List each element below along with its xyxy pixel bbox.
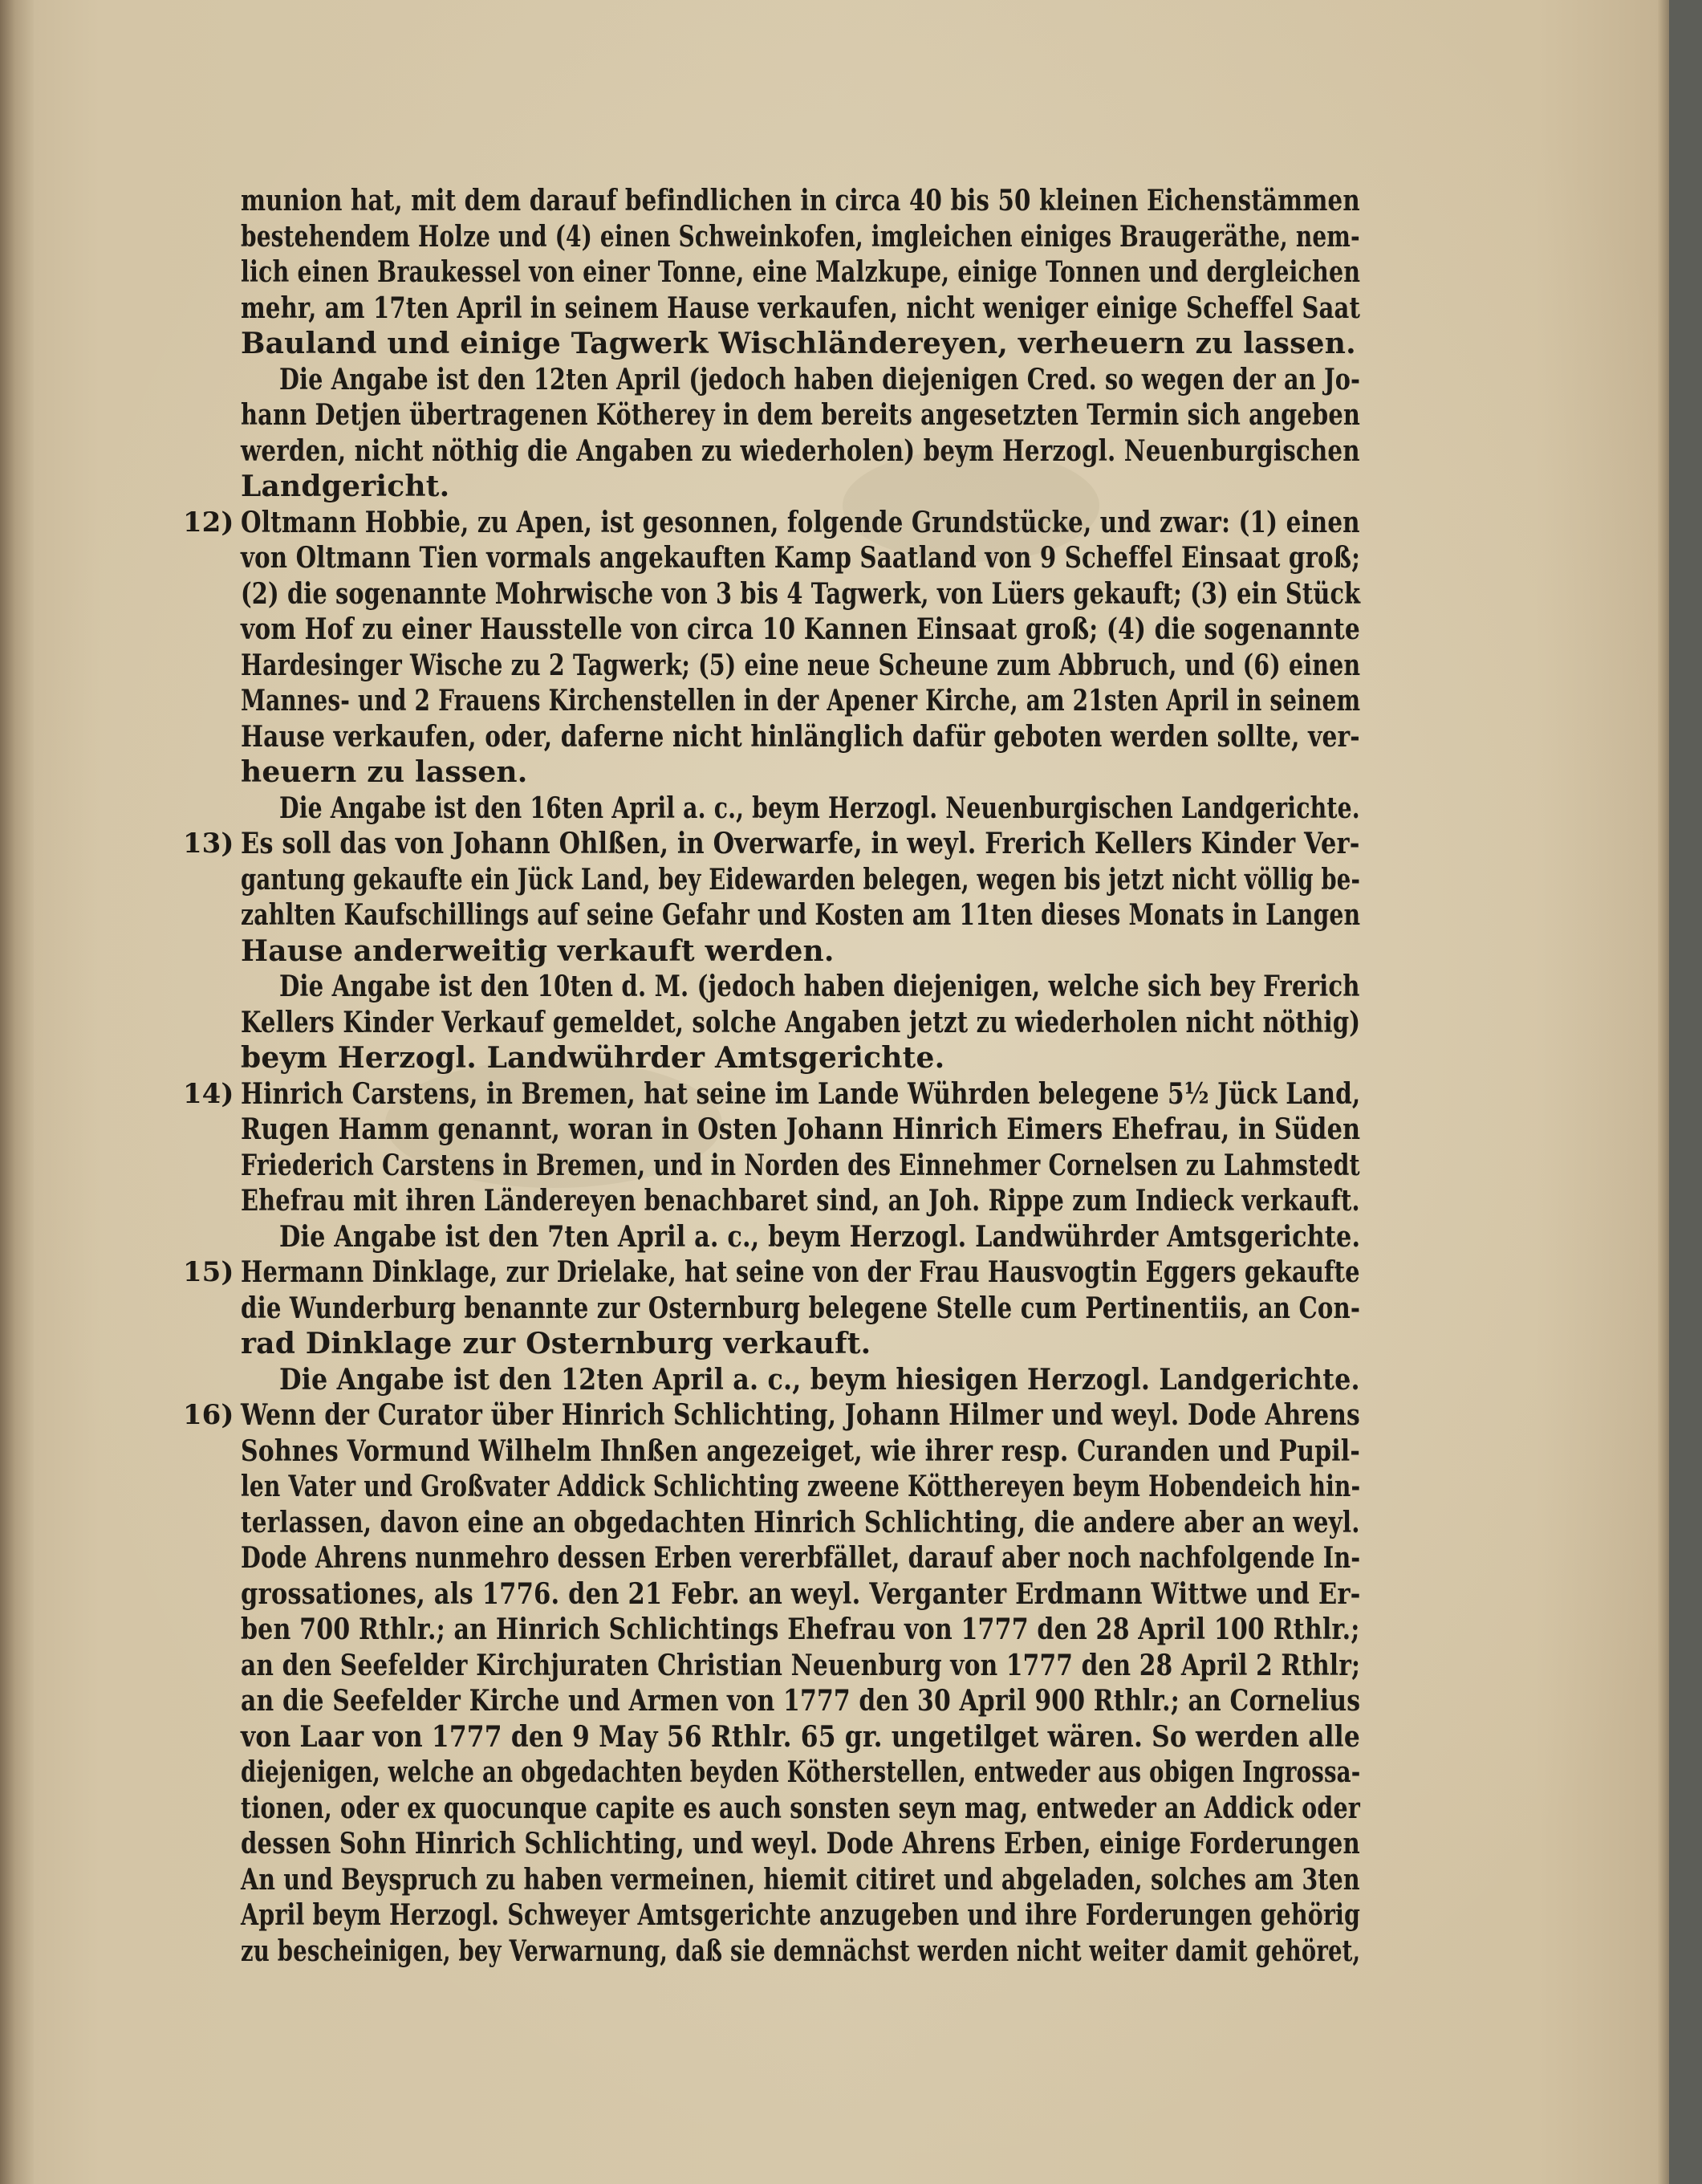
book-binding (0, 0, 34, 2184)
text-line: mehr, am 17ten April in seinem Hause verkaufen, nicht weniger einige Scheffel Saat (241, 291, 1361, 325)
text-line: Die Angabe ist den 7ten April a. c., beym Herzogl. Landwührder Amtsgerichte. (279, 1219, 1361, 1254)
text-line: len Vater und Großvater Addick Schlichting zweene Kötthereyen beym Hobendeich hin- (241, 1470, 1361, 1503)
text-line: Hause verkaufen, oder, daferne nicht hinlänglich dafür geboten werden sollte, ver- (241, 719, 1360, 754)
text-line: von Laar von 1777 den 9 May 56 Rthlr. 65 gr. ungetilget wären. So werden alle (241, 1719, 1360, 1754)
text-line: grossationes, als 1776. den 21 Febr. an weyl. Verganter Erdmann Wittwe und Er- (241, 1576, 1361, 1611)
text-line: an die Seefelder Kirche und Armen von 1777 den 30 April 900 Rthlr.; an Cornelius (241, 1684, 1361, 1718)
text-line: Es soll das von Johann Ohlßen, in Overwarfe, in weyl. Frerich Kellers Kinder Ver- (241, 827, 1360, 860)
entry-number: 13) (183, 828, 234, 860)
text-line: Friederich Carstens in Bremen, und in Norden des Einnehmer Cornelsen zu Lahmstedt (241, 1148, 1360, 1182)
entry-number: 14) (183, 1077, 234, 1110)
text-line: beym Herzogl. Landwührder Amtsgerichte. (241, 1041, 945, 1075)
text-line: die Wunderburg benannte zur Osternburg belegene Stelle cum Pertinentiis, an Con- (241, 1291, 1361, 1325)
text-line: An und Beyspruch zu haben vermeinen, hiemit citiret und abgeladen, solches am 3ten (241, 1862, 1360, 1897)
text-line: Bauland und einige Tagwerk Wischländereyen, verheuern zu lassen. (241, 327, 1356, 360)
text-line: (2) die sogenannte Mohrwische von 3 bis 4 Tagwerk, von Lüers gekauft; (3) ein Stück (241, 576, 1361, 611)
text-line: Hermann Dinklage, zur Drielake, hat seine von der Frau Hausvogtin Eggers gekaufte (241, 1255, 1360, 1289)
text-line: Hinrich Carstens, in Bremen, hat seine im Lande Wührden belegene 5½ Jück Land, (241, 1076, 1361, 1111)
text-line: hann Detjen übertragenen Kötherey in dem bereits angesetzten Termin sich angeben (241, 398, 1360, 432)
text-line: Die Angabe ist den 12ten April (jedoch haben diejenigen Cred. so wegen der an Jo- (279, 362, 1361, 397)
text-line: werden, nicht nöthig die Angaben zu wiederholen) beym Herzogl. Neuenburgischen (241, 433, 1360, 468)
text-line: heuern zu lassen. (241, 755, 528, 789)
text-line: tionen, oder ex quocunque capite es auch sonsten seyn mag, entweder an Addick oder (241, 1791, 1361, 1825)
text-line: gantung gekaufte ein Jück Land, bey Eidewarden belegen, wegen bis jetzt nicht völlig be- (241, 862, 1361, 897)
text-line: April beym Herzogl. Schweyer Amtsgerichte anzugeben und ihre Forderungen gehörig (241, 1898, 1361, 1932)
entry-number: 16) (183, 1399, 234, 1431)
text-line: lich einen Braukessel von einer Tonne, eine Malzkupe, einige Tonnen und dergleichen (241, 255, 1361, 289)
text-line: diejenigen, welche an obgedachten beyden Kötherstellen, entweder aus obigen Ingrossa- (241, 1755, 1361, 1789)
text-line: an den Seefelder Kirchjuraten Christian Neuenburg von 1777 den 28 April 2 Rthlr; (241, 1648, 1361, 1682)
text-line: zu bescheinigen, bey Verwarnung, daß sie demnächst werden nicht weiter damit gehöret, (241, 1934, 1361, 1968)
page-edge (1658, 0, 1669, 2184)
text-line: Kellers Kinder Verkauf gemeldet, solche Angaben jetzt zu wiederholen nicht nöthig) (241, 1005, 1361, 1039)
text-line: Hause anderweitig verkauft werden. (241, 933, 835, 968)
text-line: terlassen, davon eine an obgedachten Hinrich Schlichting, die andere aber an weyl. (241, 1505, 1360, 1539)
text-line: Die Angabe ist den 12ten April a. c., beym hiesigen Herzogl. Landgerichte. (279, 1362, 1360, 1397)
text-line: Wenn der Curator über Hinrich Schlichting, Johann Hilmer und weyl. Dode Ahrens (241, 1398, 1360, 1432)
text-line: Rugen Hamm genannt, woran in Osten Johann Hinrich Eimers Ehefrau, in Süden (241, 1112, 1361, 1146)
text-line: Die Angabe ist den 10ten d. M. (jedoch haben diejenigen, welche sich bey Frerich (279, 970, 1360, 1003)
text-line: Die Angabe ist den 16ten April a. c., beym Herzogl. Neuenburgischen Landgerichte. (279, 791, 1360, 825)
text-line: Oltmann Hobbie, zu Apen, ist gesonnen, folgende Grundstücke, und zwar: (1) einen (241, 505, 1360, 539)
text-line: munion hat, mit dem darauf befindlichen in circa 40 bis 50 kleinen Eichenstämmen (241, 184, 1360, 218)
text-line: rad Dinklage zur Osternburg verkauft. (241, 1327, 871, 1360)
text-line: zahlten Kaufschillings auf seine Gefahr und Kosten am 11ten dieses Monats in Langen (241, 898, 1361, 932)
text-line: ben 700 Rthlr.; an Hinrich Schlichtings Ehefrau von 1777 den 28 April 100 Rthlr.; (241, 1613, 1360, 1646)
text-line: dessen Sohn Hinrich Schlichting, und weyl. Dode Ahrens Erben, einige Forderungen (241, 1827, 1360, 1861)
text-line: Hardesinger Wische zu 2 Tagwerk; (5) eine neue Scheune zum Abbruch, und (6) einen (241, 648, 1361, 682)
text-line: Dode Ahrens nunmehro dessen Erben vererbfället, darauf aber noch nachfolgende In- (241, 1541, 1361, 1575)
text-line: bestehendem Holze und (4) einen Schweinkofen, imgleichen einiges Braugeräthe, nem- (241, 219, 1360, 254)
entry-number: 12) (183, 506, 234, 539)
text-line: von Oltmann Tien vormals angekauften Kamp Saatland von 9 Scheffel Einsaat groß; (241, 541, 1361, 575)
text-line: Mannes- und 2 Frauens Kirchenstellen in der Apener Kirche, am 21sten April in seinem (241, 684, 1361, 718)
text-line: Ehefrau mit ihren Ländereyen benachbaret sind, an Joh. Rippe zum Indieck verkauft. (241, 1184, 1360, 1218)
entry-number: 15) (183, 1256, 234, 1288)
text-line: Sohnes Vormund Wilhelm Ihnßen angezeiget, wie ihrer resp. Curanden und Pupil- (241, 1434, 1360, 1468)
text-line: Landgericht. (241, 470, 450, 503)
text-line: vom Hof zu einer Hausstelle von circa 10 Kannen Einsaat groß; (4) die sogenannte (241, 612, 1360, 646)
